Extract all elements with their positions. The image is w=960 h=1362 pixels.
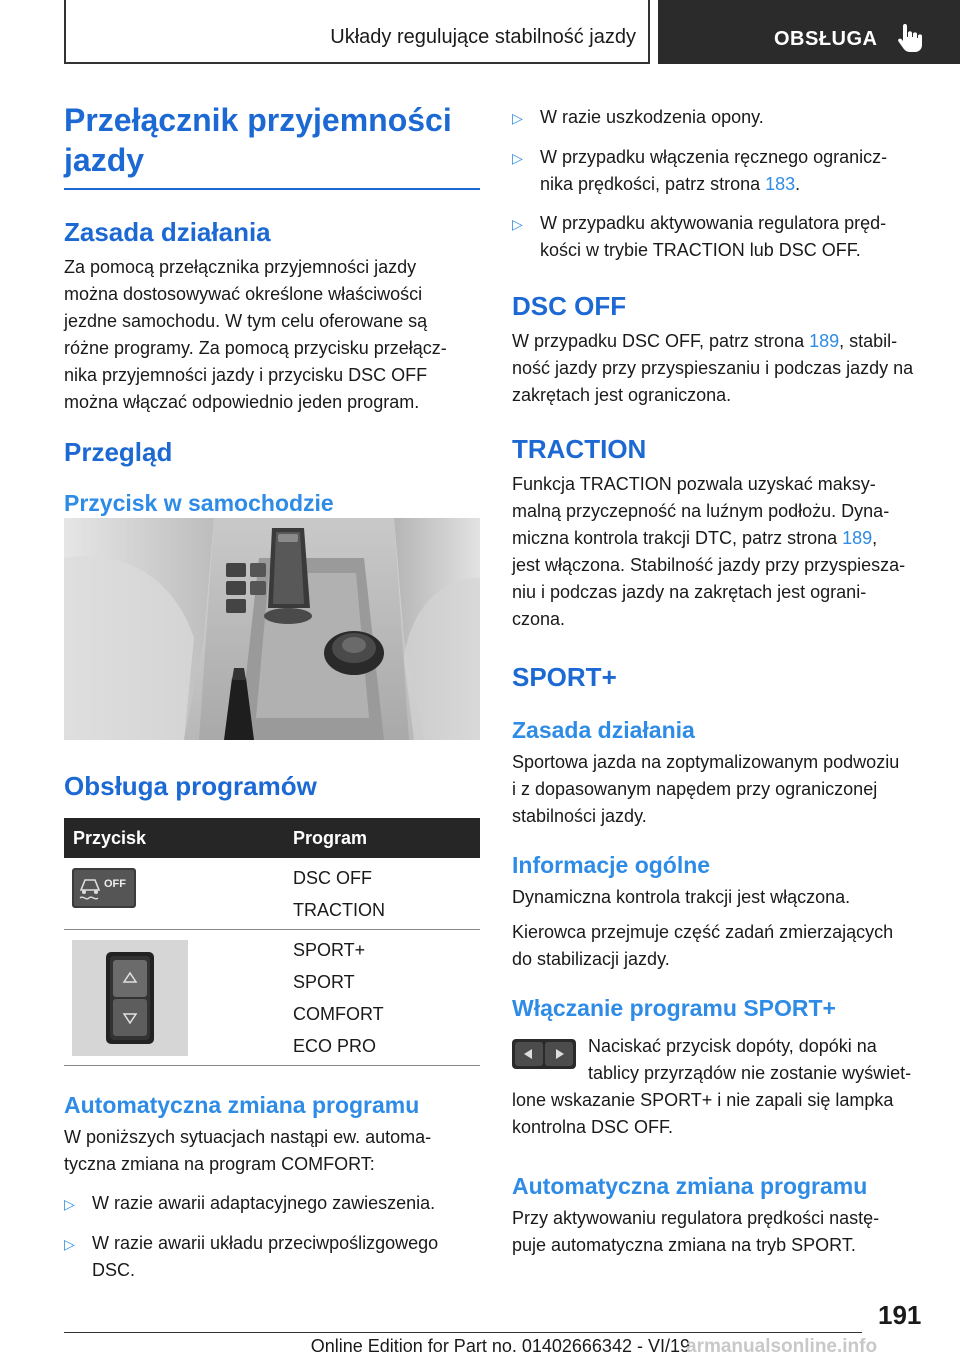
program-item: COMFORT xyxy=(293,1004,384,1024)
przeglad-heading: Przegląd xyxy=(64,437,173,467)
zasada-line: nika przyjemności jazdy i przycisku DSC OFF xyxy=(64,365,428,385)
triangle-bullet-icon: ▷ xyxy=(512,110,523,126)
program-list xyxy=(293,934,384,1062)
auto-section-left xyxy=(64,1090,482,1284)
info-para-2: Kierowca przejmuje część zadań zmierzających do stabilizacji jazdy. xyxy=(512,922,894,969)
auto-heading-left: Automatyczna zmiana programu xyxy=(64,1092,420,1118)
dsc-off-icon-label: OFF xyxy=(104,878,126,890)
section-tab xyxy=(658,0,960,64)
table-row xyxy=(64,930,480,1066)
auto-text-right: Przy aktywowaniu regulatora prędkości nastę‐ puje automatyczna zmiana na tryb SPORT. xyxy=(512,1208,880,1255)
page-title xyxy=(64,100,482,180)
zasada-line: można dostosowywać określone właściwości xyxy=(64,284,423,304)
triangle-bullet-icon: ▷ xyxy=(64,1196,75,1212)
page-link-189[interactable]: 189 xyxy=(842,528,873,548)
obsluga-heading-wrap xyxy=(64,770,317,802)
title-rule xyxy=(64,188,480,190)
info-heading: Informacje ogólne xyxy=(512,852,711,878)
zasada-line: różne programy. Za pomocą przycisku przełącz‐ xyxy=(64,338,447,358)
col-header-program: Program xyxy=(293,828,368,848)
program-item: ECO PRO xyxy=(293,1036,377,1056)
center-console-photo xyxy=(64,518,480,740)
dsc-off-text: W przypadku DSC OFF, patrz strona 189, stabil‐ ność jazdy przy przyspieszaniu i podczas jazdy na zakrętach jest ograniczona. xyxy=(512,331,914,405)
traction-heading: TRACTION xyxy=(512,434,647,464)
zasada-heading: Zasada działania xyxy=(64,217,271,247)
program-item: SPORT+ xyxy=(293,940,366,960)
triangle-bullet-icon: ▷ xyxy=(64,1236,75,1252)
przycisk-heading: Przycisk w samochodzie xyxy=(64,490,334,516)
list-item: ▷ W razie uszkodzenia opony. xyxy=(512,104,932,132)
page-link-183[interactable]: 183 xyxy=(765,174,796,194)
right-column xyxy=(512,100,932,1259)
wlaczanie-heading: Włączanie programu SPORT+ xyxy=(512,995,836,1021)
dsc-off-heading: DSC OFF xyxy=(512,291,627,321)
page-title-line1: Przełącznik przyjemności xyxy=(64,102,452,138)
list-item: ▷ W razie awarii adaptacyjnego zawieszenia. xyxy=(64,1190,482,1218)
program-list xyxy=(293,862,385,926)
zasada-line: Za pomocą przełącznika przyjemności jazdy xyxy=(64,257,417,277)
program-item: TRACTION xyxy=(293,900,385,920)
page-number: 191 xyxy=(878,1300,922,1330)
obsluga-heading: Obsługa programów xyxy=(64,771,317,801)
sport-zasada-heading: Zasada działania xyxy=(512,717,695,743)
running-title-box xyxy=(64,0,650,64)
list-item: ▷ W razie awarii układu przeciwpoślizgowego DSC. xyxy=(64,1230,482,1284)
auto-line: W poniższych sytuacjach nastąpi ew. automa‐ xyxy=(64,1127,432,1147)
programs-table xyxy=(64,818,480,1066)
hand-pointer-icon xyxy=(896,22,924,54)
page-title-line2: jazdy xyxy=(64,142,145,178)
wlaczanie-text: Naciskać przycisk dopóty, dopóki na tablicy przyrządów nie zostanie wyświet‐ lone wskazanie SPORT+ i nie zapali się lampka kontrolna DSC OFF. xyxy=(512,1036,912,1137)
driving-experience-switch-icon xyxy=(72,940,188,1056)
page-link-189[interactable]: 189 xyxy=(809,331,840,351)
zasada-text xyxy=(64,254,482,416)
info-para-1: Dynamiczna kontrola trakcji jest włączona. xyxy=(512,887,851,907)
zasada-line: jezdne samochodu. W tym celu oferowane są xyxy=(64,311,428,331)
program-item: DSC OFF xyxy=(293,868,372,888)
col-header-przycisk: Przycisk xyxy=(73,828,147,848)
section-label: OBSŁUGA xyxy=(774,28,878,50)
zasada-line: można włączać odpowiednio jeden program. xyxy=(64,392,420,412)
running-title: Układy regulujące stabilność jazdy xyxy=(330,26,636,48)
list-item: ▷ W przypadku aktywowania regulatora pręd‐ kości w trybie TRACTION lub DSC OFF. xyxy=(512,210,932,264)
triangle-bullet-icon: ▷ xyxy=(512,150,523,166)
left-column xyxy=(64,100,482,518)
switch-button-icon xyxy=(512,1039,576,1069)
traction-text: Funkcja TRACTION pozwala uzyskać maksy‐ malną przyczepność na luźnym podłożu. Dyna‐ miczna kontrola trakcji DTC, patrz strona 189, jest włączona. Stabilność jazdy przy przyspiesza‐ niu i podczas jazdy na zakrętach jest ograni‐ czona. xyxy=(512,474,906,629)
program-item: SPORT xyxy=(293,972,355,992)
sport-plus-heading: SPORT+ xyxy=(512,662,617,692)
triangle-bullet-icon: ▷ xyxy=(512,216,523,232)
edition-line: Online Edition for Part no. 01402666342 - VI/19 xyxy=(310,1336,690,1356)
table-header xyxy=(64,818,480,858)
page-header xyxy=(64,0,960,64)
watermark: armanualsonline.info xyxy=(686,1336,878,1357)
sport-zasada-text: Sportowa jazda na zoptymalizowanym podwoziu i z dopasowanym napędem przy ograniczonej stabilności jazdy. xyxy=(512,752,900,826)
footer-rule xyxy=(64,1332,862,1333)
auto-heading-right: Automatyczna zmiana programu xyxy=(512,1173,868,1199)
center-console-illustration xyxy=(64,518,480,740)
table-row xyxy=(64,858,480,930)
list-item: ▷ W przypadku włączenia ręcznego ogranicz‐ nika prędkości, patrz strona 183. xyxy=(512,144,932,198)
auto-line: tyczna zmiana na program COMFORT: xyxy=(64,1154,375,1174)
